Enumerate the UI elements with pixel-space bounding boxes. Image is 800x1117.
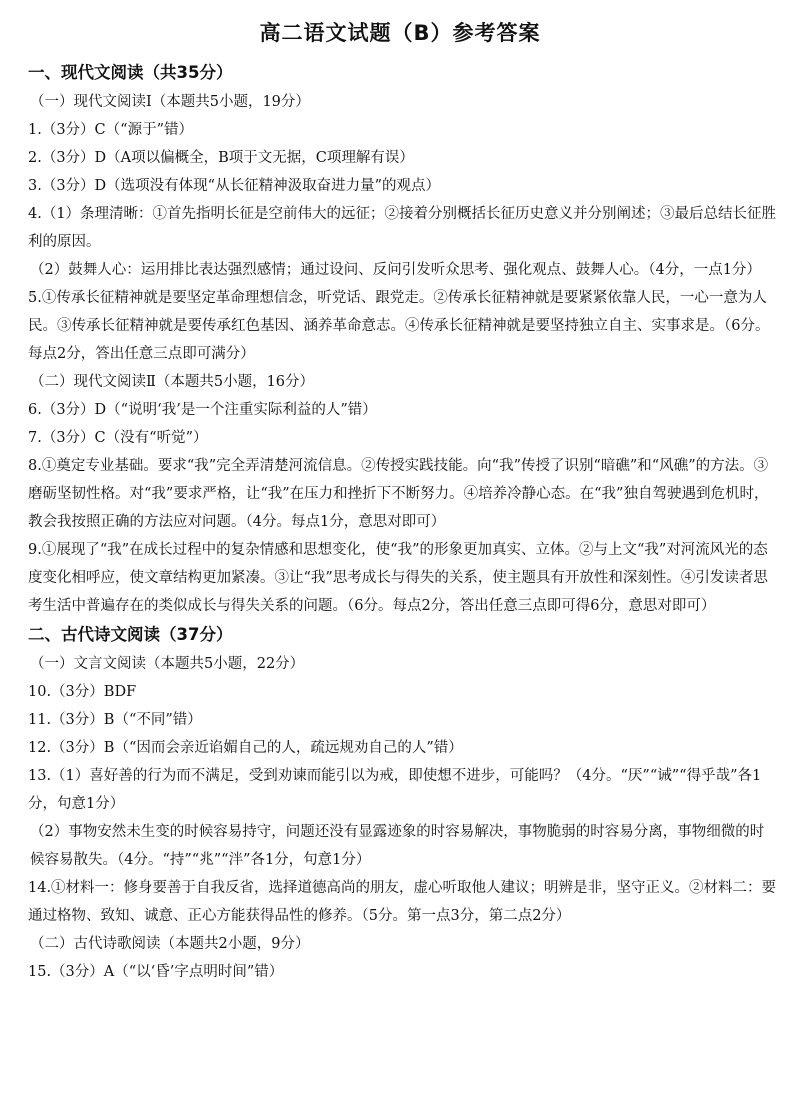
answer-item-9: 9.①展现了“我”在成长过程中的复杂情感和思想变化，使“我”的形象更加真实、立体。②与上文“我”对河流风光的态度变化相呼应，使文章结构更加紧凑。③让“我”思考成长与得失的关系，使主题具有开放性和深刻性。④引发读者思考生活中普遍存在的类似成长与得失关系的问题。（6分。每点2分，答出任意三点即可得6分，意思对即可） (28, 542, 768, 614)
answer-item-11: 11.（3分）B（“不同”错） (28, 712, 202, 728)
answer-item-14: 14.①材料一：修身要善于自我反省，选择道德高尚的朋友，虚心听取他人建议；明辨是非，坚守正义。②材料二：要通过格物、致知、诚意、正心方能获得品性的修养。（5分。第一点3分，第二点2分） (28, 880, 777, 924)
subsection-heading: （二）古代诗歌阅读（本题共2小题，9分） (30, 936, 310, 952)
section-heading-modern-reading: 一、现代文阅读（共35分） (28, 63, 233, 82)
answer-item-4-part-1: 4.（1）条理清晰：①首先指明长征是空前伟大的远征；②接着分别概括长征历史意义并分别阐述；③最后总结长征胜利的原因。 (28, 206, 777, 250)
answer-content (28, 58, 778, 986)
answer-item-5: 5.①传承长征精神就是要坚定革命理想信念，听党话、跟党走。②传承长征精神就是要紧紧依靠人民，一心一意为人民。③传承长征精神就是要传承红色基因、涵养革命意志。④传承长征精神就是要坚持独立自主、实事求是。（6分。每点2分，答出任意三点即可满分） (28, 290, 770, 362)
answer-item-12: 12.（3分）B（“因而会亲近谄媚自己的人，疏远规劝自己的人”错） (28, 740, 463, 756)
answer-item-13-part-1: 13.（1）喜好善的行为而不满足，受到劝谏而能引以为戒，即使想不进步，可能吗？（4分。“厌”“诫”“得乎哉”各1分，句意1分） (28, 768, 762, 812)
answer-item-4-part-2: （2）鼓舞人心：运用排比表达强烈感情；通过设问、反问引发听众思考、强化观点、鼓舞人心。（4分，一点1分） (30, 262, 761, 278)
answer-item-13-part-2: （2）事物安然未生变的时候容易持守，问题还没有显露迹象的时容易解决，事物脆弱的时容易分离，事物细微的时候容易散失。（4分。“持”“兆”“泮”各1分，句意1分） (30, 824, 765, 868)
answer-item-6: 6.（3分）D（“说明‘我’是一个注重实际利益的人”错） (28, 402, 377, 418)
answer-item-15: 15.（3分）A（“以‘昏’字点明时间”错） (28, 964, 284, 980)
answer-item-7: 7.（3分）C（没有“听觉”） (28, 430, 208, 446)
subsection-heading: （二）现代文阅读Ⅱ（本题共5小题，16分） (30, 374, 315, 390)
answer-item-2: 2.（3分）D（A项以偏概全，B项于文无据，C项理解有误） (28, 150, 414, 166)
section-heading-classical-reading: 二、古代诗文阅读（37分） (28, 625, 233, 644)
answer-item-1: 1.（3分）C（“源于”错） (28, 122, 193, 138)
subsection-heading: （一）现代文阅读Ⅰ（本题共5小题，19分） (30, 94, 310, 110)
answer-item-8: 8.①奠定专业基础。要求“我”完全弄清楚河流信息。②传授实践技能。向“我”传授了识别“暗礁”和“风礁”的方法。③磨砺坚韧性格。对“我”要求严格，让“我”在压力和挫折下不断努力。④培养冷静心态。在“我”独自驾驶遇到危机时，教会我按照正确的方法应对问题。（4分。每点1分，意思对即可） (28, 458, 769, 530)
answer-item-10: 10.（3分）BDF (28, 684, 137, 700)
subsection-heading: （一）文言文阅读（本题共5小题，22分） (30, 656, 305, 672)
answer-item-3: 3.（3分）D（选项没有体现“从长征精神汲取奋进力量”的观点） (28, 178, 441, 194)
page-title: 高二语文试题（B）参考答案 (259, 21, 541, 45)
